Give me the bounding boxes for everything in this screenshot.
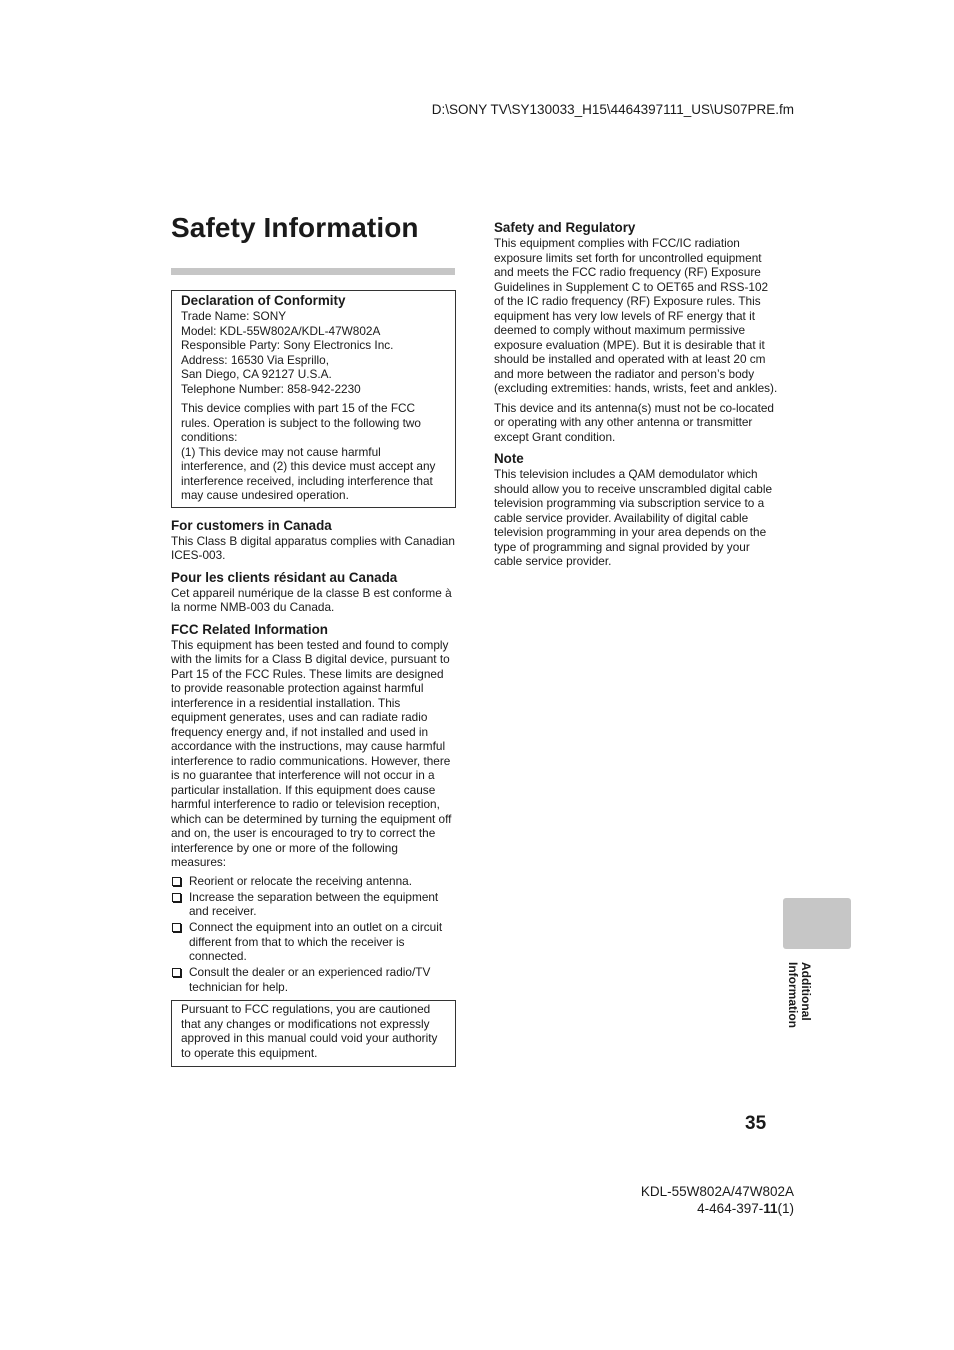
regulatory-text-2: This device and its antenna(s) must not be co-located or operating with any other antenna or transmitter except Grant condition. — [494, 400, 774, 444]
section-tab-label: Additional Information — [786, 962, 813, 1028]
fcc-heading: FCC Related Information — [171, 621, 328, 637]
note-text: This television includes a QAM demodulator which should allow you to receive unscrambled digital cable television programming via subscription service to a cable service provider. Availability of digital cable television programming in your area depends on the type of programming and signal provided by your cable service provider. — [494, 467, 773, 568]
address-line-1: Address: 16530 Via Esprillo, — [181, 352, 329, 367]
responsible-party: Responsible Party: Sony Electronics Inc. — [181, 338, 394, 352]
checkbox-bullet-icon — [172, 893, 181, 902]
canada-fr-text: Cet appareil numérique de la classe B est conforme à la norme NMB-003 du Canada. — [171, 585, 452, 614]
checkbox-bullet-icon — [172, 877, 181, 886]
canada-en-heading: For customers in Canada — [171, 517, 332, 533]
list-item: Reorient or relocate the receiving antenna. — [171, 874, 456, 889]
conditions-text: (1) This device may not cause harmful interference, and (2) this device must accept any interference received, including interference that may cause undesired operation. — [181, 444, 436, 502]
trade-name: Trade Name: SONY — [181, 309, 287, 323]
canada-fr-heading: Pour les clients résidant au Canada — [171, 569, 398, 585]
right-column — [494, 219, 780, 569]
list-item: Increase the separation between the equipment and receiver. — [171, 890, 456, 919]
telephone-number: Telephone Number: 858-942-2230 — [181, 381, 361, 396]
file-path: D:\SONY TV\SY130033_H15\4464397111_US\US07PRE.fm — [431, 102, 794, 117]
fcc-caution-box — [171, 1000, 456, 1067]
list-item: Consult the dealer or an experienced radio/TV technician for help. — [171, 965, 456, 994]
canada-en-text: This Class B digital apparatus complies with Canadian ICES-003. — [171, 533, 455, 562]
address-line-2: San Diego, CA 92127 U.S.A. — [181, 367, 332, 381]
declaration-box — [171, 290, 456, 508]
section-tab — [783, 898, 851, 949]
footer-model: KDL-55W802A/47W802A — [640, 1184, 794, 1199]
list-item: Connect the equipment into an outlet on a circuit different from that to which the receiver is connected. — [171, 920, 456, 964]
footer-part-number: 4-464-397-11(1) — [697, 1201, 794, 1216]
left-column — [171, 290, 456, 1067]
regulatory-heading: Safety and Regulatory — [494, 220, 636, 235]
declaration-details — [181, 309, 446, 396]
checkbox-bullet-icon — [172, 968, 181, 977]
page-number: 35 — [745, 1113, 767, 1134]
fcc-text: This equipment has been tested and found to comply with the limits for a Class B digital device, pursuant to Part 15 of the FCC Rules. These limits are designed to provide reasonable protection against harmful interference in a residential installation. This equipment generates, uses and can radiate radio frequency energy and, if not installed and used in accordance with the instructions, may cause harmful interference to radio communications. However, there is no guarantee that interference will not occur in a particular installation. If this equipment does cause harmful interference to radio or television reception, which can be determined by turning the equipment off and on, the user is encouraged to try to correct the interference by one or more of the following measures: — [171, 637, 452, 869]
declaration-heading: Declaration of Conformity — [181, 293, 346, 308]
page-title: Safety Information — [171, 212, 419, 243]
footer-model-code — [641, 1183, 794, 1217]
title-rule — [171, 268, 455, 275]
compliance-text: This device complies with part 15 of the FCC rules. Operation is subject to the following two conditions: — [181, 401, 421, 444]
regulatory-text-1: This equipment complies with FCC/IC radiation exposure limits set forth for uncontrolled equipment and meets the FCC radio frequency (RF) Exposure Guidelines in Supplement C to OET65 and RSS-102 of the IC radio frequency (RF) Exposure rules. This equipment has very low levels of RF energy that it deemed to comply without maximum permissive exposure evaluation (MPE). But it is desirable that it should be installed and operated with at least 20 cm and more between the radiator and person’s body (excluding extremities: hands, wrists, feet and ankles). — [494, 236, 778, 395]
fcc-caution-text: Pursuant to FCC regulations, you are cautioned that any changes or modifications not expressly approved in this manual could void your authority to operate this equipment. — [181, 1002, 438, 1060]
model-line: Model: KDL-55W802A/KDL-47W802A — [181, 323, 381, 338]
fcc-measures-list — [171, 874, 456, 995]
checkbox-bullet-icon — [172, 923, 181, 932]
note-heading: Note — [494, 451, 524, 466]
